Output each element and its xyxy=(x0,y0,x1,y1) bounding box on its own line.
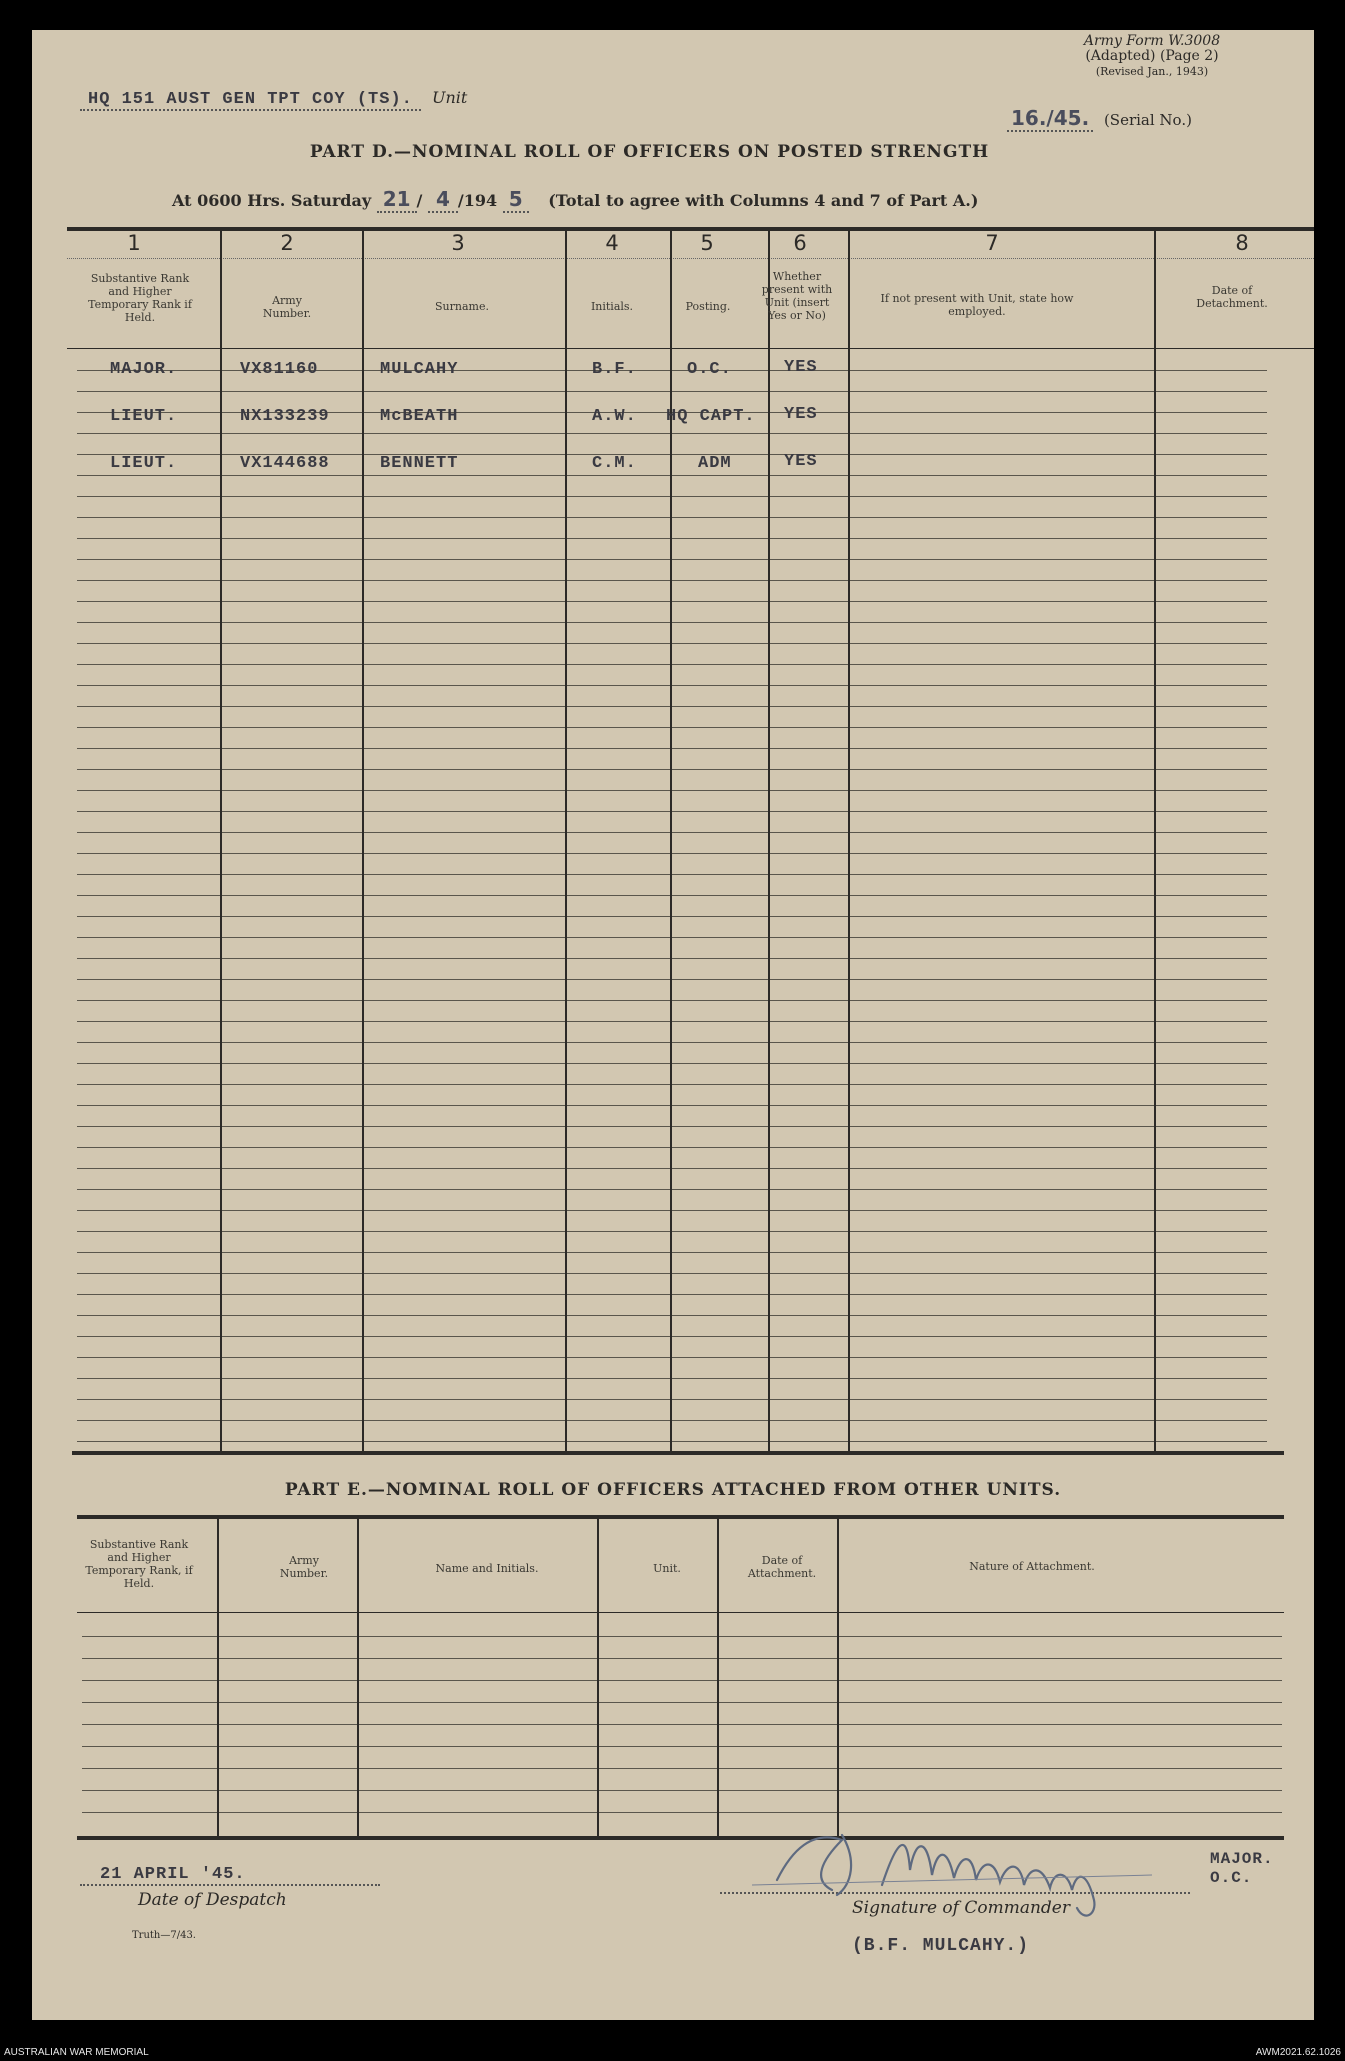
despatch-label: Date of Despatch xyxy=(138,1890,287,1910)
col-header-rank: Substantive Rank and Higher Temporary Rank if Held. xyxy=(88,272,192,324)
archive-left: AUSTRALIAN WAR MEMORIAL xyxy=(4,2047,149,2058)
archive-right: AWM2021.62.1026 xyxy=(1255,2047,1341,2058)
e-header-army-number: Army Number. xyxy=(279,1554,329,1580)
serial-label: (Serial No.) xyxy=(1103,111,1192,129)
part-e-column-divider xyxy=(217,1517,219,1836)
e-header-nature: Nature of Attachment. xyxy=(969,1560,1095,1573)
unit-label: Unit xyxy=(431,88,468,107)
form-revised: (Revised Jan., 1943) xyxy=(1095,65,1209,78)
unit-value: HQ 151 AUST GEN TPT COY (TS). xyxy=(80,90,421,111)
e-header-name: Name and Initials. xyxy=(435,1562,539,1575)
col-header-posting: Posting. xyxy=(685,300,731,313)
row-rank: LIEUT. xyxy=(110,407,178,426)
col-header-present: Whether present with Unit (insert Yes or No) xyxy=(761,270,833,322)
date-year-digit: 5 xyxy=(503,187,529,213)
part-e-column-divider xyxy=(597,1517,599,1836)
row-initials: A.W. xyxy=(592,407,637,426)
e-header-unit: Unit. xyxy=(653,1562,681,1575)
archive-bar xyxy=(0,2046,1345,2061)
row-army-number: NX133239 xyxy=(240,407,330,426)
row-present: YES xyxy=(784,405,818,424)
col-header-army-number: Army Number. xyxy=(262,294,312,320)
col-header-surname: Surname. xyxy=(435,300,489,313)
e-header-rank: Substantive Rank and Higher Temporary Rank, if Held. xyxy=(85,1538,193,1590)
form-adapted: (Adapted) (Page 2) xyxy=(1085,48,1219,64)
part-e-top-rule xyxy=(77,1515,1284,1519)
row-surname: BENNETT xyxy=(380,454,459,473)
row-present: YES xyxy=(784,452,818,471)
part-d-title: PART D.—NOMINAL ROLL OF OFFICERS ON POSTED STRENGTH xyxy=(309,142,990,162)
row-posting: HQ CAPT. xyxy=(666,407,756,426)
commander-rank xyxy=(1210,1850,1274,1888)
date-prefix: At 0600 Hrs. Saturday xyxy=(172,191,372,210)
col-header-employed: If not present with Unit, state how employed. xyxy=(880,292,1074,318)
row-surname: MULCAHY xyxy=(380,360,459,379)
col-number-7: 7 xyxy=(985,231,999,255)
row-initials: B.F. xyxy=(592,360,637,379)
part-e-ruled-line xyxy=(82,1658,1282,1659)
form-page xyxy=(32,30,1314,2020)
col-number-8: 8 xyxy=(1235,231,1249,255)
col-number-3: 3 xyxy=(451,231,465,255)
signature-label: Signature of Commander xyxy=(852,1898,1070,1918)
commander-rank-text: MAJOR. xyxy=(1210,1850,1274,1868)
e-header-date: Date of Attachment. xyxy=(747,1554,817,1580)
col-number-2: 2 xyxy=(280,231,294,255)
despatch-block xyxy=(80,1865,380,1941)
col-number-5: 5 xyxy=(700,231,714,255)
col-number-4: 4 xyxy=(605,231,619,255)
printer-mark: Truth—7/43. xyxy=(132,1930,196,1941)
part-e-ruled-line xyxy=(82,1746,1282,1747)
col-number-1: 1 xyxy=(127,231,141,255)
row-posting: ADM xyxy=(698,454,732,473)
total-note: (Total to agree with Columns 4 and 7 of Part A.) xyxy=(548,191,979,210)
date-month: 4 xyxy=(428,187,458,213)
col-header-initials: Initials. xyxy=(590,300,634,313)
part-e-column-divider xyxy=(717,1517,719,1836)
date-day: 21 xyxy=(377,187,417,213)
row-initials: C.M. xyxy=(592,454,637,473)
row-rank: LIEUT. xyxy=(110,454,178,473)
serial-value: 16./45. xyxy=(1007,106,1093,132)
date-year-prefix: /194 xyxy=(457,191,498,210)
row-surname: McBEATH xyxy=(380,407,459,426)
form-number: Army Form W.3008 xyxy=(1083,33,1221,49)
signature-underline xyxy=(752,1875,1152,1885)
row-army-number: VX81160 xyxy=(240,360,319,379)
part-e-column-divider xyxy=(837,1517,839,1836)
part-e-ruled-line xyxy=(82,1702,1282,1703)
part-e-ruled-line xyxy=(82,1636,1282,1637)
part-e-title: PART E.—NOMINAL ROLL OF OFFICERS ATTACHED FROM OTHER UNITS. xyxy=(284,1480,1062,1500)
part-e-table xyxy=(32,30,1314,1930)
row-rank: MAJOR. xyxy=(110,360,178,379)
part-e-column-divider xyxy=(357,1517,359,1836)
date-line: At 0600 Hrs. Saturday 21 / 4 /194 5 (Total to agree with Columns 4 and 7 of Part A.) xyxy=(172,187,979,211)
despatch-date: 21 APRIL '45. xyxy=(80,1865,380,1886)
part-e-ruled-line xyxy=(82,1768,1282,1769)
commander-role-text: O.C. xyxy=(1210,1869,1253,1887)
commander-name: (B.F. MULCAHY.) xyxy=(852,1936,1030,1956)
part-e-header-rule xyxy=(77,1612,1284,1613)
row-army-number: VX144688 xyxy=(240,454,330,473)
col-number-6: 6 xyxy=(793,231,807,255)
part-e-ruled-line xyxy=(82,1724,1282,1725)
row-posting: O.C. xyxy=(687,360,732,379)
row-present: YES xyxy=(784,358,818,377)
col-header-detachment: Date of Detachment. xyxy=(1196,284,1268,310)
part-e-ruled-line xyxy=(82,1680,1282,1681)
